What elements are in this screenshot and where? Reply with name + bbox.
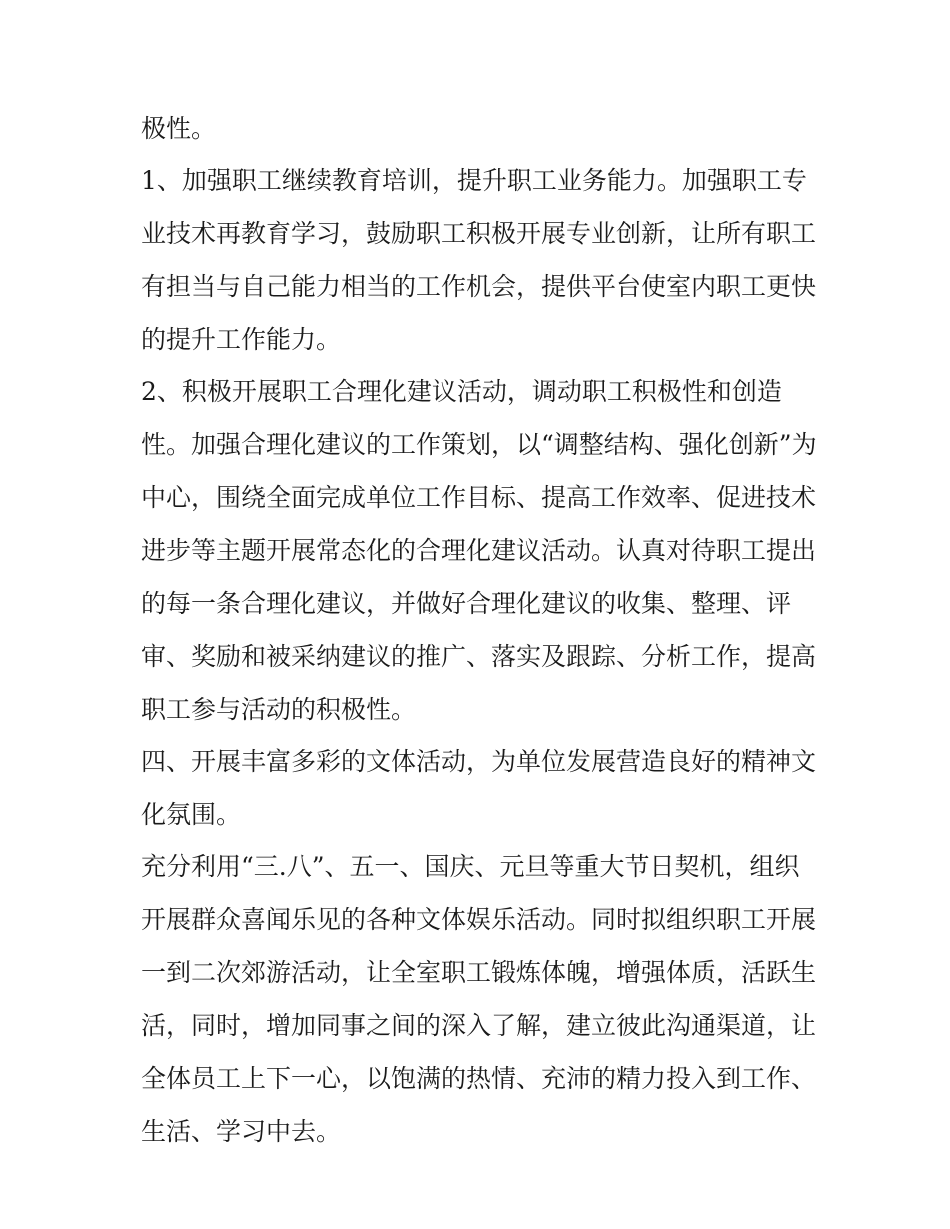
text-line: 职工参与活动的积极性。 <box>141 695 417 724</box>
text-line: 业技术再教育学习，鼓励职工积极开展专业创新，让所有职工 <box>141 219 817 248</box>
text-line: 活，同时，增加同事之间的深入了解，建立彼此沟通渠道，让 <box>141 1011 817 1040</box>
text-line: 2、积极开展职工合理化建议活动，调动职工积极性和创造 <box>141 377 782 406</box>
text-line: 极性。 <box>141 114 217 143</box>
text-line: 有担当与自己能力相当的工作机会，提供平台使室内职工更快 <box>141 272 817 301</box>
text-line: 的提升工作能力。 <box>141 325 342 354</box>
section-heading: 化氛围。 <box>141 800 242 829</box>
text-line: 审、奖励和被采纳建议的推广、落实及跟踪、分析工作，提高 <box>141 642 817 671</box>
text-line: 中心，围绕全面完成单位工作目标、提高工作效率、促进技术 <box>141 483 817 512</box>
text-line: 全体员工上下一心，以饱满的热情、充沛的精力投入到工作、 <box>141 1064 817 1093</box>
section-heading: 四、开展丰富多彩的文体活动，为单位发展营造良好的精神文 <box>141 747 817 776</box>
text-line: 一到二次郊游活动，让全室职工锻炼体魄，增强体质，活跃生 <box>141 958 817 987</box>
text-line: 性。加强合理化建议的工作策划，以“调整结构、强化创新”为 <box>141 430 817 459</box>
text-line: 开展群众喜闻乐见的各种文体娱乐活动。同时拟组织职工开展 <box>141 905 817 934</box>
text-line: 进步等主题开展常态化的合理化建议活动。认真对待职工提出 <box>141 536 817 565</box>
text-line: 生活、学习中去。 <box>141 1117 342 1146</box>
text-line: 的每一条合理化建议，并做好合理化建议的收集、整理、评 <box>141 589 792 618</box>
text-line: 1、加强职工继续教育培训，提升职工业务能力。加强职工专 <box>141 166 807 195</box>
document-body <box>141 109 821 1152</box>
text-line: 充分利用“三.八”、五一、国庆、元旦等重大节日契机，组织 <box>141 852 800 881</box>
